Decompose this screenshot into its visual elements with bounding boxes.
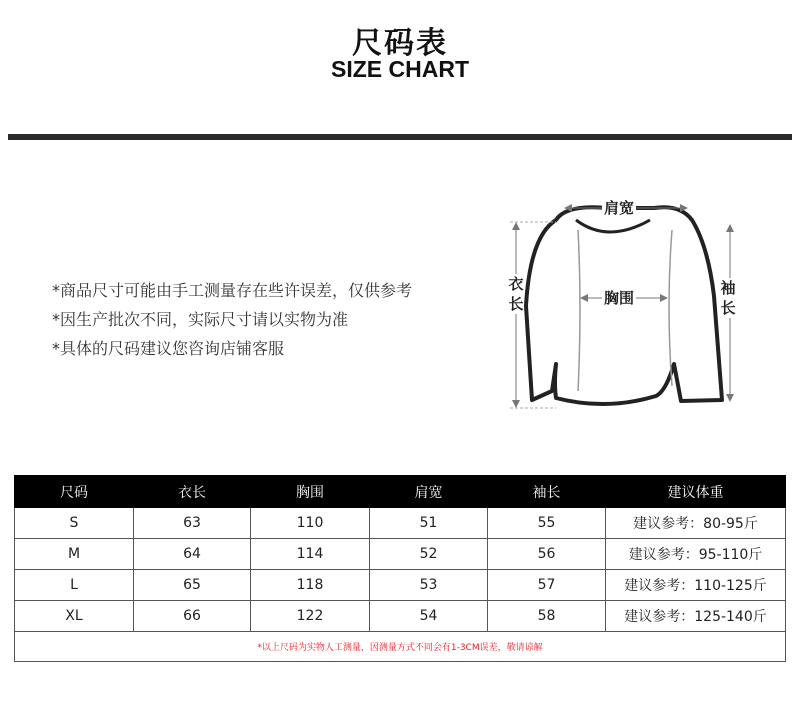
cell-weight: 建议参考：95-110斤 bbox=[606, 539, 786, 570]
divider bbox=[8, 134, 792, 140]
table-row bbox=[15, 601, 786, 632]
table-header-row bbox=[15, 476, 786, 508]
table-footnote: *以上尺码为实物人工测量，因测量方式不同会有1-3CM误差，敬请谅解 bbox=[15, 632, 786, 662]
cell-sleeve: 57 bbox=[488, 570, 606, 601]
note-customer-service: *具体的尺码建议您咨询店铺客服 bbox=[52, 339, 285, 358]
cell-length: 65 bbox=[134, 570, 251, 601]
cell-weight: 建议参考：110-125斤 bbox=[606, 570, 786, 601]
header-sleeve: 袖长 bbox=[488, 476, 606, 508]
cell-chest: 118 bbox=[251, 570, 370, 601]
cell-weight: 建议参考：80-95斤 bbox=[606, 508, 786, 539]
note-measurement: *商品尺寸可能由手工测量存在些许误差，仅供参考 bbox=[52, 281, 413, 300]
table-footnote-row bbox=[15, 632, 786, 662]
sleeve-label: 袖长 bbox=[720, 279, 736, 317]
page-subtitle: SIZE CHART bbox=[331, 56, 469, 82]
header-chest: 胸围 bbox=[251, 476, 370, 508]
cell-chest: 114 bbox=[251, 539, 370, 570]
cell-sleeve: 55 bbox=[488, 508, 606, 539]
cell-size: L bbox=[15, 570, 134, 601]
cell-shoulder: 52 bbox=[370, 539, 488, 570]
table-row bbox=[15, 508, 786, 539]
header-weight: 建议体重 bbox=[606, 476, 786, 508]
cell-length: 66 bbox=[134, 601, 251, 632]
page-title: 尺码表 bbox=[352, 26, 448, 61]
cell-sleeve: 58 bbox=[488, 601, 606, 632]
cell-length: 64 bbox=[134, 539, 251, 570]
cell-shoulder: 53 bbox=[370, 570, 488, 601]
cell-size: M bbox=[15, 539, 134, 570]
cell-size: S bbox=[15, 508, 134, 539]
table-row bbox=[15, 539, 786, 570]
notes-list bbox=[52, 276, 412, 363]
cell-weight: 建议参考：125-140斤 bbox=[606, 601, 786, 632]
cell-size: XL bbox=[15, 601, 134, 632]
shoulder-label: 肩宽 bbox=[604, 199, 635, 217]
cell-length: 63 bbox=[134, 508, 251, 539]
length-label: 衣长 bbox=[508, 275, 524, 313]
header-shoulder: 肩宽 bbox=[370, 476, 488, 508]
cell-shoulder: 51 bbox=[370, 508, 488, 539]
garment-diagram bbox=[496, 186, 746, 418]
header-length: 衣长 bbox=[134, 476, 251, 508]
note-batch: *因生产批次不同，实际尺寸请以实物为准 bbox=[52, 310, 349, 329]
table-row bbox=[15, 570, 786, 601]
cell-shoulder: 54 bbox=[370, 601, 488, 632]
chest-label: 胸围 bbox=[604, 289, 635, 307]
header-size: 尺码 bbox=[15, 476, 134, 508]
cell-chest: 110 bbox=[251, 508, 370, 539]
size-table bbox=[14, 475, 786, 662]
cell-chest: 122 bbox=[251, 601, 370, 632]
cell-sleeve: 56 bbox=[488, 539, 606, 570]
